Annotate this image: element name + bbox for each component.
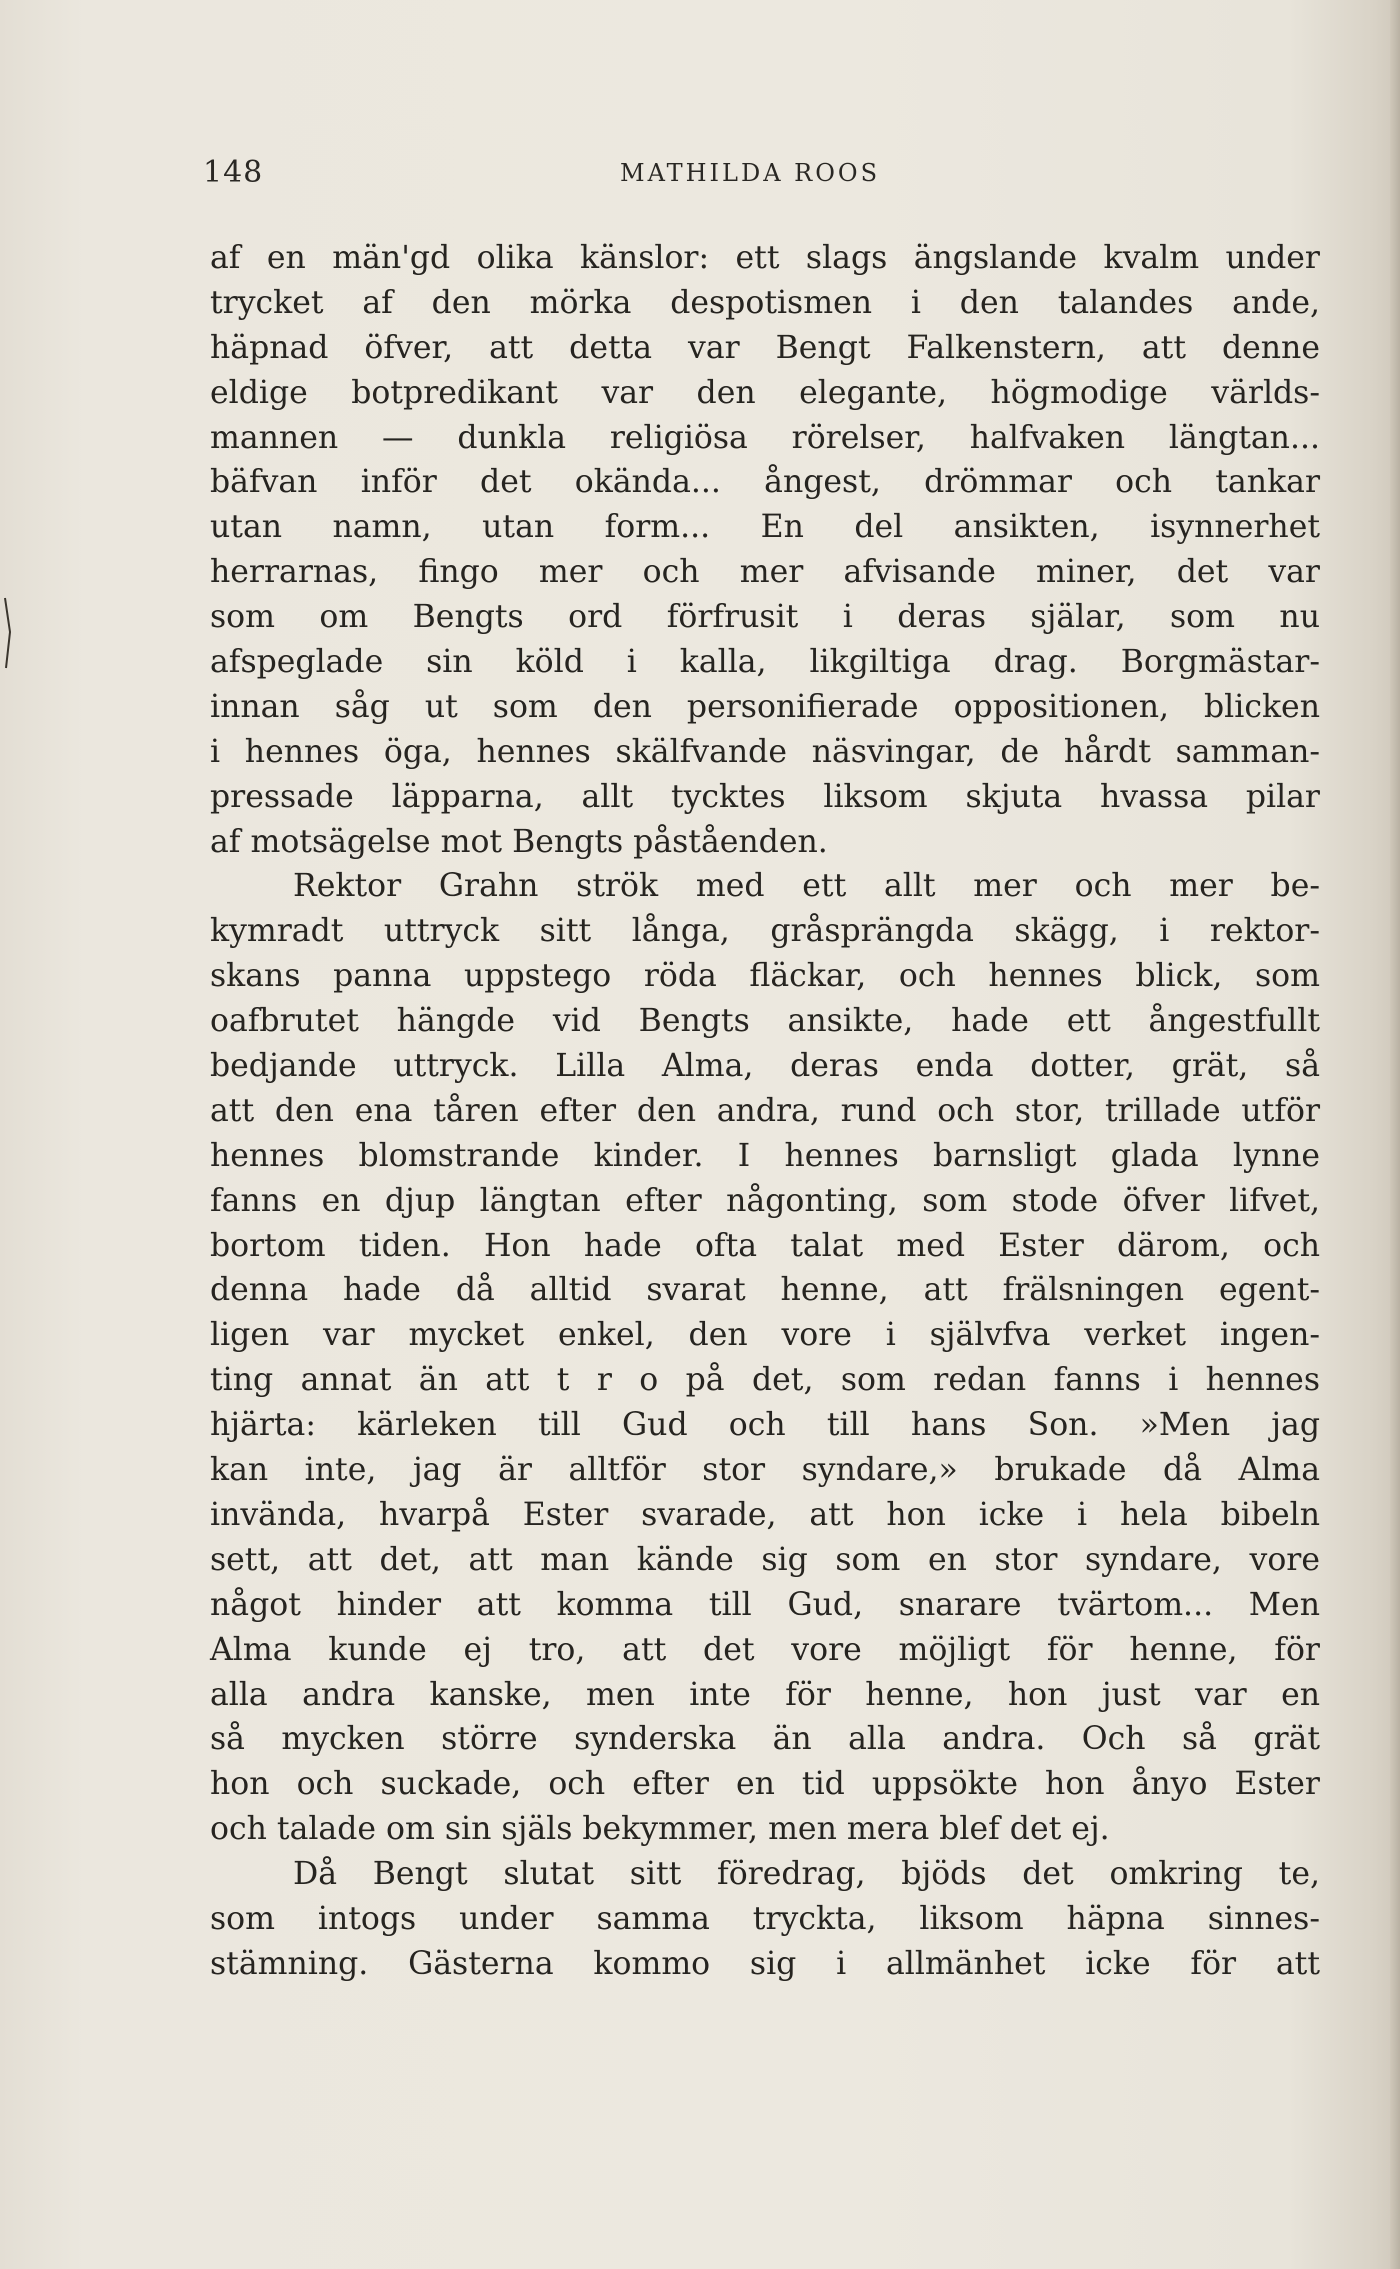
text-line: skans panna uppstego röda fläckar, och hennes blick, som bbox=[210, 958, 1320, 995]
text-line: invända, hvarpå Ester svarade, att hon icke i hela bibeln bbox=[210, 1496, 1320, 1533]
text-line: hjärta: kärleken till Gud och till hans Son. »Men jag bbox=[210, 1407, 1320, 1444]
text-line: sett, att det, att man kände sig som en stor syndare, vore bbox=[210, 1541, 1320, 1578]
margin-ink-mark bbox=[4, 596, 12, 670]
text-line: häpnad öfver, att detta var Bengt Falkenstern, att denne bbox=[210, 329, 1320, 366]
text-line: af en män'gd olika känslor: ett slags ängslande kvalm under bbox=[210, 240, 1320, 276]
text-line: eldige botpredikant var den elegante, högmodige världs- bbox=[210, 374, 1320, 411]
text-line: ting annat än att t r o på det, som redan fanns i hennes bbox=[210, 1362, 1320, 1399]
text-line: Då Bengt slutat sitt föredrag, bjöds det omkring te, bbox=[293, 1856, 1320, 1893]
text-line: kymradt uttryck sitt långa, gråsprängda skägg, i rektor- bbox=[210, 913, 1320, 950]
page-header bbox=[203, 155, 1263, 195]
text-line: denna hade då alltid svarat henne, att frälsningen egent- bbox=[210, 1272, 1320, 1309]
text-line: som om Bengts ord förfrusit i deras själar, som nu bbox=[210, 599, 1320, 636]
text-line: mannen — dunkla religiösa rörelser, halfvaken längtan... bbox=[210, 419, 1320, 456]
text-line: innan såg ut som den personifierade oppositionen, blicken bbox=[210, 688, 1320, 725]
text-line: oafbrutet hängde vid Bengts ansikte, hade ett ångestfullt bbox=[210, 1003, 1320, 1040]
text-line: alla andra kanske, men inte för henne, hon just var en bbox=[210, 1676, 1320, 1713]
text-line: fanns en djup längtan efter någonting, som stode öfver lifvet, bbox=[210, 1182, 1320, 1219]
text-line: kan inte, jag är alltför stor syndare,» brukade då Alma bbox=[210, 1452, 1320, 1489]
text-line: af motsägelse mot Bengts påståenden. bbox=[210, 823, 828, 860]
text-line: stämning. Gästerna kommo sig i allmänhet icke för att bbox=[210, 1945, 1320, 1982]
text-line: trycket af den mörka despotismen i den talandes ande, bbox=[210, 284, 1320, 321]
body-text bbox=[210, 236, 1320, 1987]
text-line: bedjande uttryck. Lilla Alma, deras enda dotter, grät, så bbox=[210, 1048, 1320, 1085]
text-line: något hinder att komma till Gud, snarare tvärtom... Men bbox=[210, 1586, 1320, 1623]
text-line: ligen var mycket enkel, den vore i självfva verket ingen- bbox=[210, 1317, 1320, 1354]
page-number: 148 bbox=[203, 155, 264, 190]
running-head: MATHILDA ROOS bbox=[620, 159, 881, 187]
text-line: i hennes öga, hennes skälfvande näsvingar, de hårdt samman- bbox=[210, 733, 1320, 770]
page-edge-shadow bbox=[1390, 0, 1400, 2269]
text-line: Rektor Grahn strök med ett allt mer och mer be- bbox=[293, 868, 1320, 905]
text-line: utan namn, utan form... En del ansikten, isynnerhet bbox=[210, 509, 1320, 546]
text-line: bäfvan inför det okända... ångest, drömmar och tankar bbox=[210, 464, 1320, 501]
text-line: pressade läpparna, allt tycktes liksom skjuta hvassa pilar bbox=[210, 778, 1320, 815]
text-line: som intogs under samma tryckta, liksom häpna sinnes- bbox=[210, 1900, 1320, 1937]
text-line: bortom tiden. Hon hade ofta talat med Ester därom, och bbox=[210, 1227, 1320, 1264]
text-line: herrarnas, fingo mer och mer afvisande miner, det var bbox=[210, 554, 1320, 591]
text-line: så mycken större synderska än alla andra. Och så grät bbox=[210, 1721, 1320, 1758]
text-line: hon och suckade, och efter en tid uppsökte hon ånyo Ester bbox=[210, 1766, 1320, 1803]
text-line: afspeglade sin köld i kalla, likgiltiga drag. Borgmästar- bbox=[210, 644, 1320, 681]
text-line: att den ena tåren efter den andra, rund och stor, trillade utför bbox=[210, 1092, 1320, 1129]
text-line: hennes blomstrande kinder. I hennes barnsligt glada lynne bbox=[210, 1137, 1320, 1174]
text-line: Alma kunde ej tro, att det vore möjligt för henne, för bbox=[210, 1631, 1320, 1668]
text-line: och talade om sin själs bekymmer, men mera blef det ej. bbox=[210, 1811, 1110, 1848]
